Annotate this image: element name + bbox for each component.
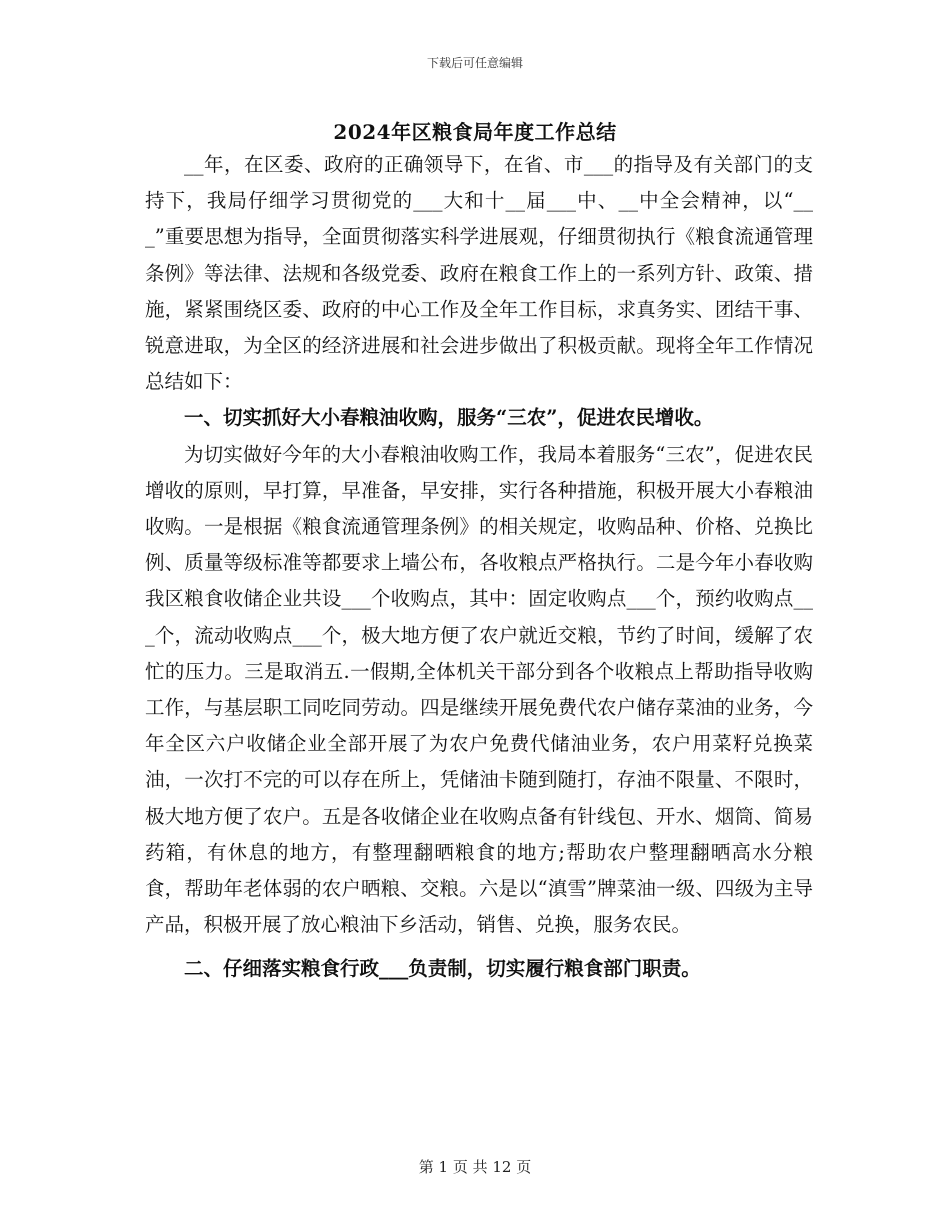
section-heading-1: 一、切实抓好大小春粮油收购，服务“三农”，促进农民增收。 <box>184 406 714 430</box>
page-footer: 第 1 页 共 12 页 <box>418 1158 532 1176</box>
section-1-paragraph: 为切实做好今年的大小春粮油收购工作，我局本着服务“三农”，促进农民增收的原则，早打算，早准备，早安排，实行各种措施，积极开展大小春粮油收购。一是根据《粮食流通管理条例》的相关规定，收购品种、价格、兑换比例、质量等级标准等都要求上墙公布，各收粮点严格执行。二是今年小春收购我区粮食收储企业共设___个收购点，其中：固定收购点___个，预约收购点___个，流动收购点___个，极大地方便了农户就近交粮，节约了时间，缓解了农忙的压力。三是取消五.一假期,全体机关干部分到各个收粮点上帮助指导收购工作，与基层职工同吃同劳动。四是继续开展免费代农户储存菜油的业务，今年全区六户收储企业全部开展了为农户免费代储油业务，农户用菜籽兑换菜油，一次打不完的可以存在所上，凭储油卡随到随打，存油不限量、不限时，极大地方便了农户。五是各收储企业在收购点备有针线包、开水、烟筒、简易药箱，有休息的地方，有整理翻晒粮食的地方;帮助农户整理翻晒高水分粮食，帮助年老体弱的农户晒粮、交粮。六是以“滇雪”牌菜油一级、四级为主导产品，积极开展了放心粮油下乡活动，销售、兑换，服务农民。 <box>145 442 813 937</box>
header-note: 下载后可任意编辑 <box>426 56 523 70</box>
document-body <box>145 147 813 988</box>
intro-paragraph: __年，在区委、政府的正确领导下，在省、市___的指导及有关部门的支持下，我局仔细学习贯彻党的___大和十__届___中、__中全会精神，以“___”重要思想为指导，全面贯彻落实科学进展观，仔细贯彻执行《粮食流通管理条例》等法律、法规和各级党委、政府在粮食工作上的一系列方针、政策、措施，紧紧围绕区委、政府的中心工作及全年工作目标，求真务实、团结干事、锐意进取，为全区的经济进展和社会进步做出了积极贡献。现将全年工作情况总结如下： <box>145 153 813 394</box>
section-heading-2: 二、仔细落实粮食行政___负责制，切实履行粮食部门职责。 <box>184 957 701 981</box>
document-title: 2024年区粮食局年度工作总结 <box>333 120 617 144</box>
